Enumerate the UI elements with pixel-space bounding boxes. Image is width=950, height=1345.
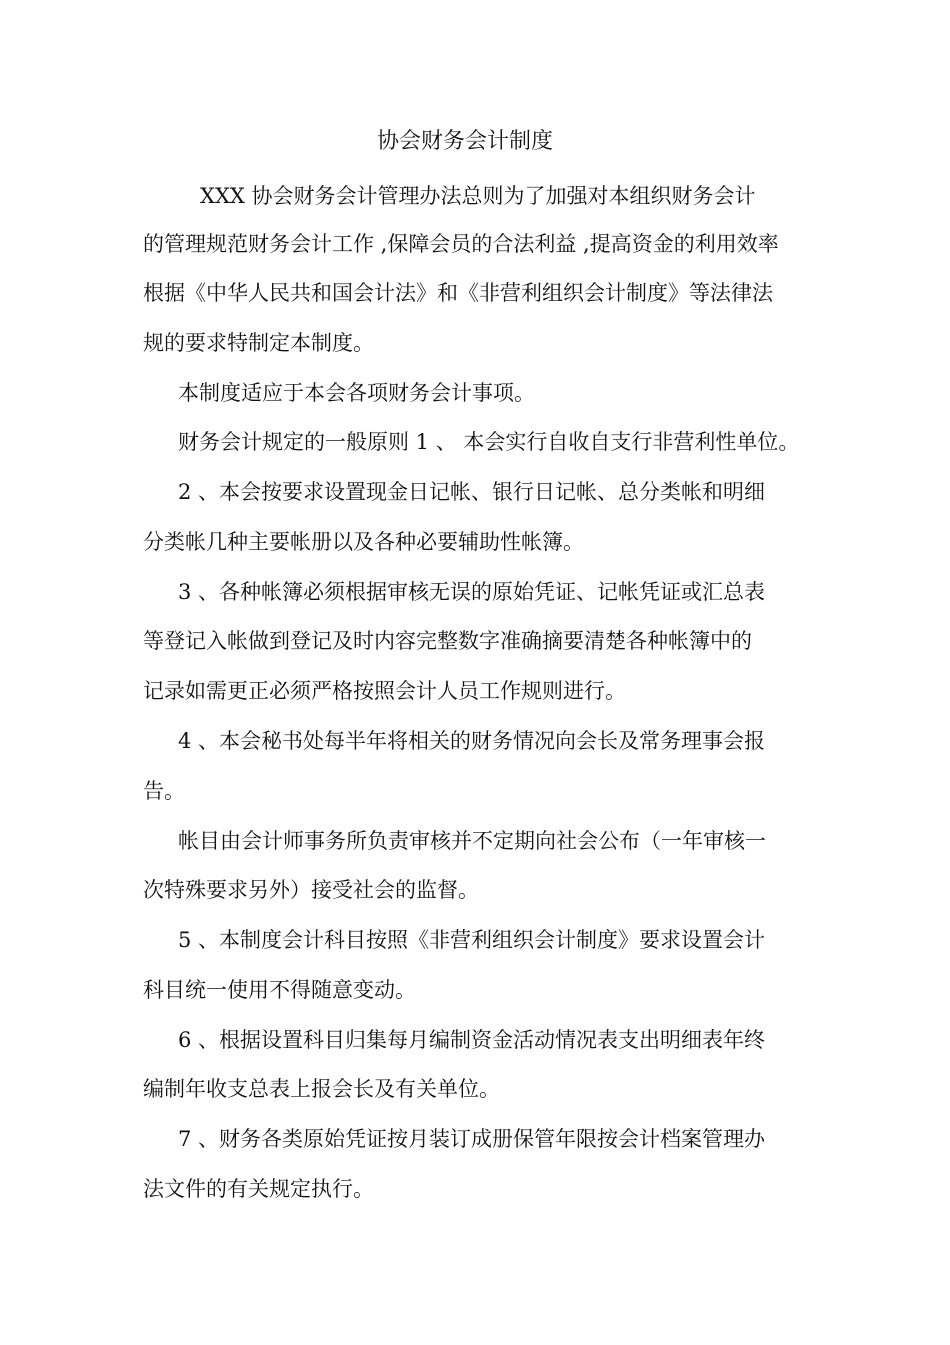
text-line: XXX 协会财务会计管理办法总则为了加强对本组织财务会计	[200, 184, 756, 208]
text-line: 4 、本会秘书处每半年将相关的财务情况向会长及常务理事会报	[178, 729, 766, 753]
text-line: 规的要求特制定本制度。	[143, 331, 374, 355]
text-line: 6 、根据设置科目归集每月编制资金活动情况表支出明细表年终	[178, 1028, 766, 1052]
text-line: 编制年收支总表上报会长及有关单位。	[143, 1077, 500, 1101]
text-line: 记录如需更正必须严格按照会计人员工作规则进行。	[143, 679, 626, 703]
text-line: 告。	[143, 779, 185, 803]
text-line: 5 、本制度会计科目按照《非营利组织会计制度》要求设置会计	[178, 928, 766, 952]
text-line: 的管理规范财务会计工作 ,保障会员的合法利益 ,提高资金的利用效率	[143, 232, 779, 256]
text-line: 2 、本会按要求设置现金日记帐、银行日记帐、总分类帐和明细	[178, 480, 766, 504]
document-title: 协会财务会计制度	[376, 129, 553, 154]
text-line: 次特殊要求另外）接受社会的监督。	[143, 878, 479, 902]
text-line: 法文件的有关规定执行。	[143, 1177, 374, 1201]
text-line: 分类帐几种主要帐册以及各种必要辅助性帐簿。	[143, 530, 584, 554]
text-line: 3 、各种帐簿必须根据审核无误的原始凭证、记帐凭证或汇总表	[178, 580, 766, 604]
text-line: 帐目由会计师事务所负责审核并不定期向社会公布（一年审核一	[178, 829, 766, 853]
text-line: 7 、财务各类原始凭证按月装订成册保管年限按会计档案管理办	[178, 1127, 766, 1151]
text-line: 财务会计规定的一般原则 1 、 本会实行自收自支行非营利性单位。	[178, 430, 800, 454]
text-line: 等登记入帐做到登记及时内容完整数字准确摘要清楚各种帐簿中的	[143, 629, 752, 653]
text-line: 科目统一使用不得随意变动。	[143, 978, 416, 1002]
text-line: 根据《中华人民共和国会计法》和《非营利组织会计制度》等法律法	[143, 281, 773, 305]
text-line: 本制度适应于本会各项财务会计事项。	[178, 381, 535, 405]
